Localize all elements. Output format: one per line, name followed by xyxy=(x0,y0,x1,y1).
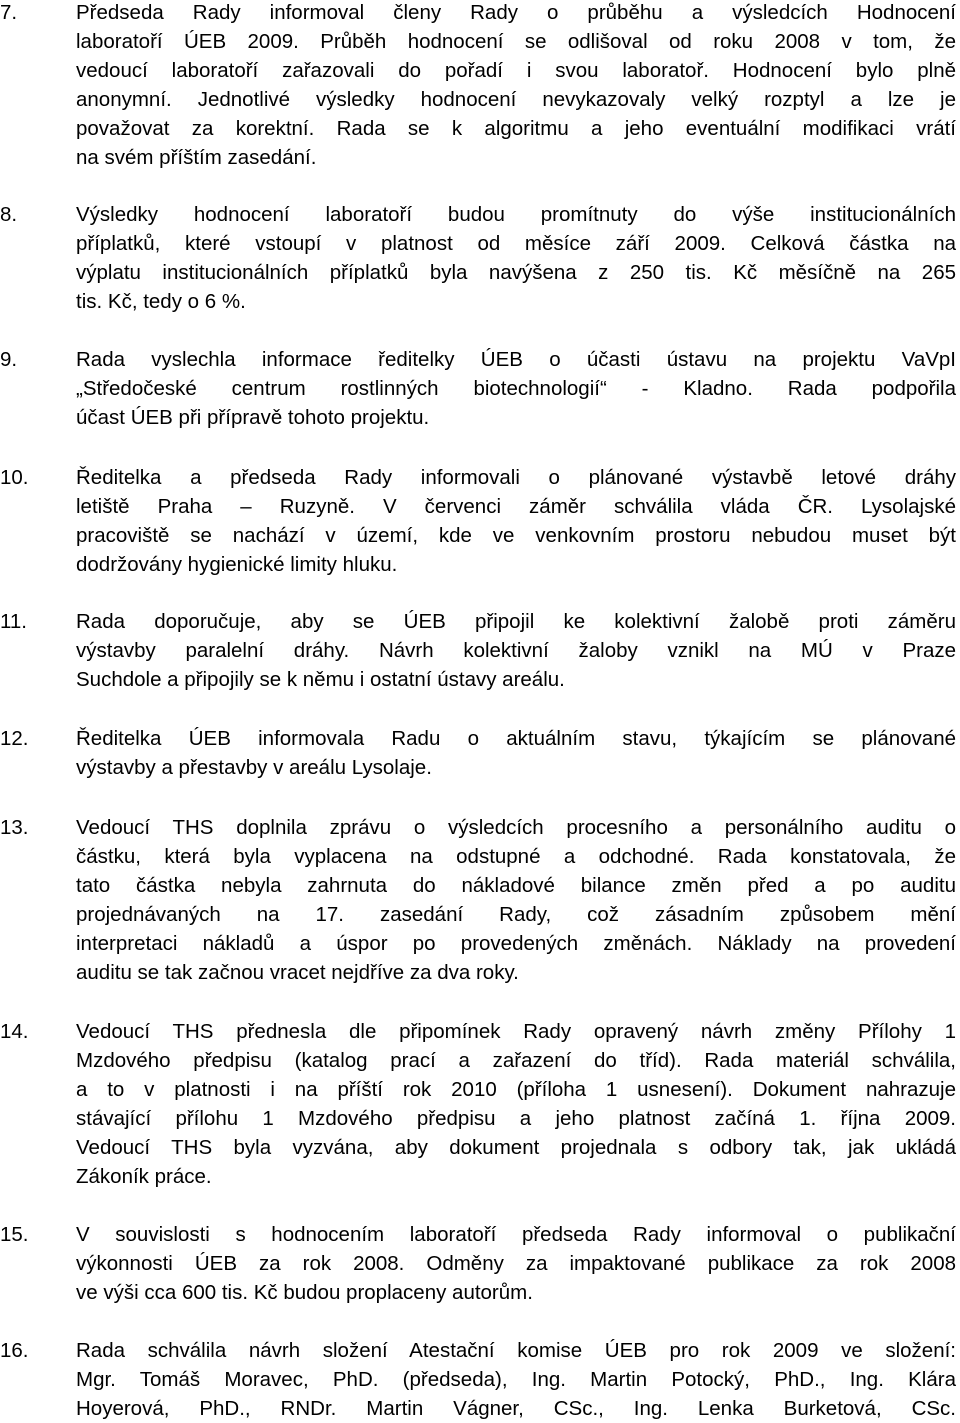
text-line: Vedoucí THS doplnila zprávu o výsledcích procesního a personálního auditu o xyxy=(76,816,956,839)
text-line: považovat za korektní. Rada se k algoritmu a jeho eventuální modifikaci vrátí xyxy=(76,117,956,140)
item-number: 13. xyxy=(0,816,29,839)
item-number: 9. xyxy=(0,348,18,371)
item-text xyxy=(76,1017,956,1191)
text-line: výplatu institucionálních příplatků byla navýšena z 250 tis. Kč měsíčně na 265 xyxy=(76,261,956,284)
text-line: účast ÚEB při přípravě tohoto projektu. xyxy=(76,406,430,429)
text-line: auditu se tak začnou vracet nejdříve za dva roky. xyxy=(76,961,519,984)
text-line: Mzdového předpisu (katalog prací a zařazení do tříd). Rada materiál schválila, xyxy=(76,1049,956,1072)
text-line: letiště Praha – Ruzyně. V červenci záměr schválila vláda ČR. Lysolajské xyxy=(76,495,956,518)
text-line: Ředitelka ÚEB informovala Radu o aktuálním stavu, týkajícím se plánované xyxy=(76,727,956,750)
text-line: tato částka nebyla zahrnuta do nákladové bilance změn před a po auditu xyxy=(76,874,956,897)
text-line: ve výši cca 600 tis. Kč budou proplaceny autorům. xyxy=(76,1281,533,1304)
item-text xyxy=(76,724,956,782)
item-number: 7. xyxy=(0,1,18,24)
text-line: anonymní. Jednotlivé výsledky hodnocení nevykazovaly velký rozptyl a lze je xyxy=(76,88,956,111)
text-line: tis. Kč, tedy o 6 %. xyxy=(76,290,246,313)
item-text xyxy=(76,1336,956,1423)
item-number: 16. xyxy=(0,1339,29,1362)
item-text xyxy=(76,813,956,987)
item-text xyxy=(76,345,956,432)
text-line: a to v platnosti i na příští rok 2010 (příloha 1 usnesení). Dokument nahrazuje xyxy=(76,1078,956,1101)
text-line: „Středočeské centrum rostlinných biotechnologií“ - Kladno. Rada podpořila xyxy=(76,377,956,400)
text-line: stávající přílohu 1 Mzdového předpisu a jeho platnost začíná 1. října 2009. xyxy=(76,1107,956,1130)
item-text xyxy=(76,463,956,579)
text-line: Rada schválila návrh složení Atestační komise ÚEB pro rok 2009 ve složení: xyxy=(76,1339,956,1362)
text-line: dodržovány hygienické limity hluku. xyxy=(76,553,398,576)
item-number: 12. xyxy=(0,727,29,750)
text-line: Vedoucí THS přednesla dle připomínek Rady opravený návrh změny Přílohy 1 xyxy=(76,1020,956,1043)
item-number: 15. xyxy=(0,1223,29,1246)
text-line: Výsledky hodnocení laboratoří budou promítnuty do výše institucionálních xyxy=(76,203,956,226)
text-line: laboratoří ÚEB 2009. Průběh hodnocení se odlišoval od roku 2008 v tom, že xyxy=(76,30,956,53)
text-line: částku, která byla vyplacena na odstupné a odchodné. Rada konstatovala, že xyxy=(76,845,956,868)
text-line: projednávaných na 17. zasedání Rady, což zásadním způsobem mění xyxy=(76,903,956,926)
text-line: Ředitelka a předseda Rady informovali o plánované výstavbě letové dráhy xyxy=(76,466,956,489)
item-text xyxy=(76,1220,956,1307)
item-text xyxy=(76,200,956,316)
text-line: interpretaci nákladů a úspor po provedených změnách. Náklady na provedení xyxy=(76,932,956,955)
text-line: Mgr. Tomáš Moravec, PhD. (předseda), Ing. Martin Potocký, PhD., Ing. Klára xyxy=(76,1368,956,1391)
item-number: 14. xyxy=(0,1020,29,1043)
text-line: Rada doporučuje, aby se ÚEB připojil ke kolektivní žalobě proti záměru xyxy=(76,610,956,633)
text-line: pracoviště se nachází v území, kde ve venkovním prostoru nebudou muset být xyxy=(76,524,956,547)
text-line: vedoucí laboratoří zařazovali do pořadí i svou laboratoř. Hodnocení bylo plně xyxy=(76,59,956,82)
text-line: Zákoník práce. xyxy=(76,1165,212,1188)
text-line: výkonnosti ÚEB za rok 2008. Odměny za impaktované publikace za rok 2008 xyxy=(76,1252,956,1275)
text-line: Rada vyslechla informace ředitelky ÚEB o účasti ústavu na projektu VaVpI xyxy=(76,348,956,371)
item-number: 10. xyxy=(0,466,29,489)
item-number: 8. xyxy=(0,203,18,226)
text-line: Hoyerová, PhD., RNDr. Martin Vágner, CSc., Ing. Lenka Burketová, CSc. xyxy=(76,1397,956,1420)
item-text xyxy=(76,607,956,694)
text-line: Předseda Rady informoval členy Rady o průběhu a výsledcích Hodnocení xyxy=(76,1,956,24)
item-text xyxy=(76,0,956,172)
text-line: V souvislosti s hodnocením laboratoří předseda Rady informoval o publikační xyxy=(76,1223,956,1246)
text-line: Suchdole a připojily se k němu i ostatní ústavy areálu. xyxy=(76,668,565,691)
item-number: 11. xyxy=(0,610,27,633)
text-line: na svém příštím zasedání. xyxy=(76,146,317,169)
text-line: Vedoucí THS byla vyzvána, aby dokument projednala s odbory tak, jak ukládá xyxy=(76,1136,956,1159)
text-line: příplatků, které vstoupí v platnost od měsíce září 2009. Celková částka na xyxy=(76,232,956,255)
text-line: výstavby paralelní dráhy. Návrh kolektivní žaloby vznikl na MÚ v Praze xyxy=(76,639,956,662)
text-line: výstavby a přestavby v areálu Lysolaje. xyxy=(76,756,432,779)
